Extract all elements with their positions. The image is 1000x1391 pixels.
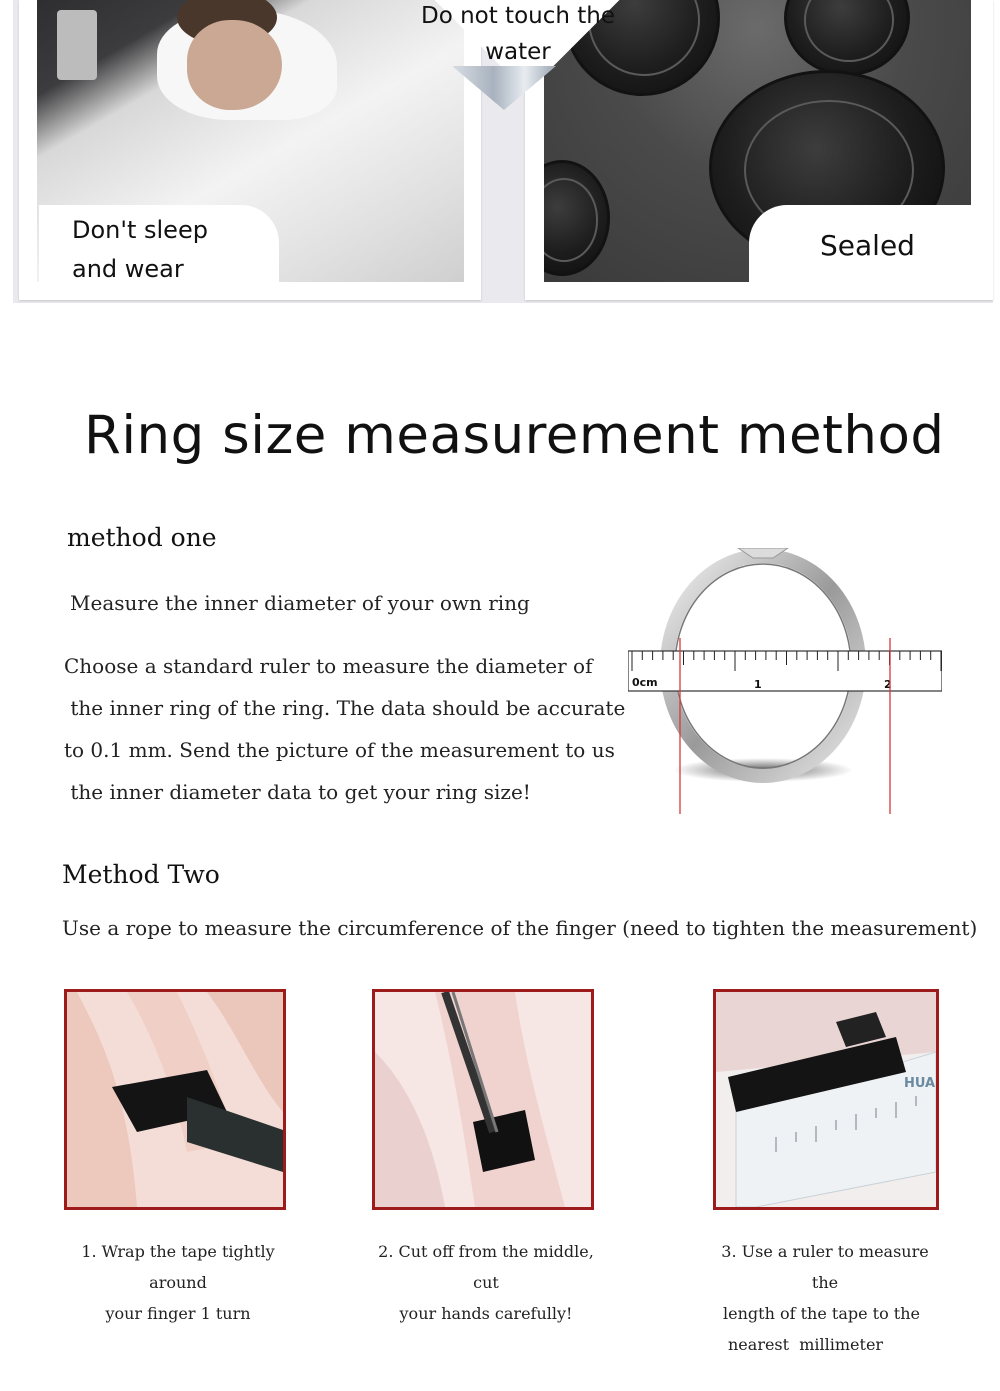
- water-label-line2: water: [485, 39, 551, 65]
- sleep-label-line1: Don't sleep: [72, 216, 208, 244]
- method-one-description: [64, 645, 626, 813]
- method-one-line: to 0.1 mm. Send the picture of the measurement to us: [64, 738, 615, 762]
- step-3-line1: 3. Use a ruler to measure the: [721, 1242, 929, 1292]
- ruler-label-two: 2: [884, 678, 892, 691]
- ruler-body: [628, 651, 942, 691]
- step-3-line3: nearest millimeter: [728, 1335, 884, 1354]
- method-one-line: the inner diameter data to get your ring size!: [64, 780, 531, 804]
- step-2-caption: [368, 1236, 604, 1329]
- sleep-label-line2: and wear: [72, 255, 184, 283]
- step-2-line1: 2. Cut off from the middle, cut: [378, 1242, 594, 1292]
- method-two-title: Method Two: [62, 860, 220, 889]
- wax-seal-image: [544, 160, 610, 276]
- wax-seal-image: [784, 0, 910, 76]
- method-one-subtitle: Measure the inner diameter of your own ring: [70, 591, 530, 615]
- ring-ruler-illustration: [628, 548, 942, 814]
- method-one-line: Choose a standard ruler to measure the diameter of: [64, 654, 593, 678]
- method-one-line: the inner ring of the ring. The data should be accurate: [64, 696, 626, 720]
- step-2-line2: your hands carefully!: [399, 1304, 573, 1323]
- face-image: [187, 20, 282, 110]
- water-label: [393, 0, 643, 70]
- step-2-image: [372, 989, 594, 1210]
- step-1-caption: [60, 1236, 296, 1329]
- method-two-subtitle: Use a rope to measure the circumference of the finger (need to tighten the measurement): [62, 916, 978, 940]
- sleep-label: [72, 211, 208, 289]
- page-title: Ring size measurement method: [84, 405, 945, 466]
- step-3-caption: [707, 1236, 943, 1360]
- step-1-line1: 1. Wrap the tape tightly around: [81, 1242, 275, 1292]
- ruler-label-zero: 0cm: [632, 676, 658, 689]
- ruler-label-one: 1: [754, 678, 762, 691]
- water-label-line1: Do not touch the: [420, 3, 616, 29]
- sealed-label: Sealed: [820, 229, 915, 262]
- care-instructions-panel: [13, 0, 993, 303]
- ruler-brand: HUA: [904, 1076, 936, 1091]
- ring-ruler-svg: [628, 548, 942, 814]
- step-3-image: [713, 989, 939, 1210]
- method-one-title: method one: [67, 523, 217, 552]
- phone-image: [57, 10, 97, 80]
- step-3-line2: length of the tape to the: [723, 1304, 920, 1323]
- step-1-image: [64, 989, 286, 1210]
- step-1-line2: your finger 1 turn: [105, 1304, 251, 1323]
